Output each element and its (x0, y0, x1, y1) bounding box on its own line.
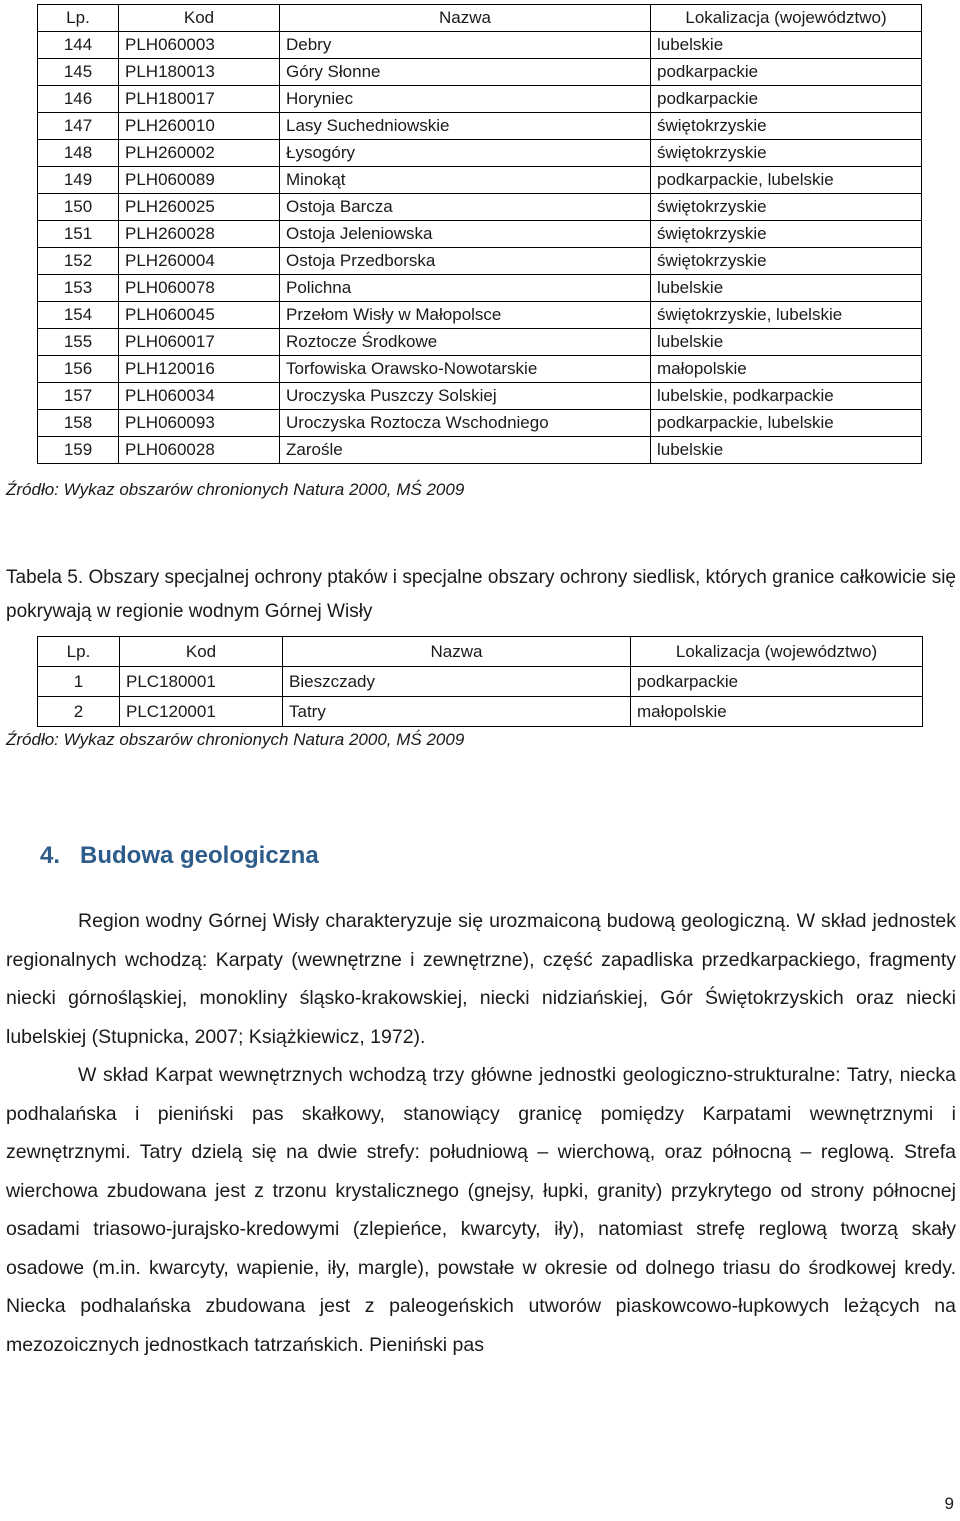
header-lp: Lp. (38, 637, 120, 667)
cell-nazwa: Uroczyska Puszczy Solskiej (280, 383, 651, 410)
cell-nazwa: Ostoja Przedborska (280, 248, 651, 275)
cell-lokalizacja: podkarpackie (651, 86, 922, 113)
cell-lokalizacja: podkarpackie, lubelskie (651, 167, 922, 194)
header-lokalizacja: Lokalizacja (województwo) (651, 5, 922, 32)
cell-lp: 157 (38, 383, 119, 410)
table-row (38, 697, 923, 727)
cell-nazwa: Torfowiska Orawsko-Nowotarskie (280, 356, 651, 383)
header-kod: Kod (119, 5, 280, 32)
cell-kod: PLH260002 (119, 140, 280, 167)
cell-lokalizacja: lubelskie (651, 275, 922, 302)
natura-table-1 (37, 4, 922, 464)
cell-lokalizacja: małopolskie (631, 697, 923, 727)
table-row (38, 356, 922, 383)
table-row (38, 194, 922, 221)
header-lokalizacja: Lokalizacja (województwo) (631, 637, 923, 667)
cell-lp: 150 (38, 194, 119, 221)
table-row (38, 383, 922, 410)
cell-kod: PLH060045 (119, 302, 280, 329)
cell-lokalizacja: świętokrzyskie (651, 194, 922, 221)
cell-nazwa: Roztocze Środkowe (280, 329, 651, 356)
cell-lp: 151 (38, 221, 119, 248)
cell-lokalizacja: lubelskie (651, 32, 922, 59)
header-nazwa: Nazwa (280, 5, 651, 32)
cell-kod: PLH060089 (119, 167, 280, 194)
paragraph: W skład Karpat wewnętrznych wchodzą trzy główne jednostki geologiczno-strukturalne: Tatry, niecka podhalańska i pieniński pas skałkowy, stanowiący granicę pomiędzy Karpatami wewnętrznymi i zewnętrznymi. Tatry dzielą się na dwie strefy: południową – wierchową, oraz północną – reglową. Strefa wierchowa zbudowana jest z trzonu krystalicznego (gnejsy, łupki, granity) przykrytego od strony północnej osadami triasowo-jurajsko-kredowymi (zlepieńce, kwarcyty, iły), natomiast strefę reglową tworzą skały osadowe (m.in. kwarcyty, wapienie, iły, margle), powstałe w okresie od dolnego triasu do środkowej kredy. Niecka podhalańska zbudowana jest z paleogeńskich utworów piaskowcowo-łupkowych leżących na mezozoicznych jednostkach tatrzańskich. Pieniński pas (6, 1064, 956, 1356)
cell-kod: PLH060003 (119, 32, 280, 59)
header-lp: Lp. (38, 5, 119, 32)
table-row (38, 221, 922, 248)
cell-nazwa: Polichna (280, 275, 651, 302)
cell-kod: PLH260028 (119, 221, 280, 248)
cell-nazwa: Minokąt (280, 167, 651, 194)
cell-lp: 144 (38, 32, 119, 59)
cell-nazwa: Zarośle (280, 437, 651, 464)
cell-lokalizacja: małopolskie (651, 356, 922, 383)
cell-lp: 145 (38, 59, 119, 86)
cell-lokalizacja: świętokrzyskie (651, 248, 922, 275)
table-row (38, 86, 922, 113)
cell-nazwa: Przełom Wisły w Małopolsce (280, 302, 651, 329)
cell-kod: PLH260025 (119, 194, 280, 221)
table-row (38, 248, 922, 275)
cell-kod: PLH060078 (119, 275, 280, 302)
cell-nazwa: Lasy Suchedniowskie (280, 113, 651, 140)
cell-nazwa: Łysogóry (280, 140, 651, 167)
cell-nazwa: Tatry (283, 697, 631, 727)
section-number: 4. (40, 842, 61, 869)
cell-nazwa: Bieszczady (283, 667, 631, 697)
table-row (38, 32, 922, 59)
table-row (38, 167, 922, 194)
cell-lp: 149 (38, 167, 119, 194)
cell-lp: 1 (38, 667, 120, 697)
table2-source: Źródło: Wykaz obszarów chronionych Natura 2000, MŚ 2009 (6, 730, 465, 749)
cell-lp: 2 (38, 697, 120, 727)
cell-kod: PLC120001 (120, 697, 283, 727)
cell-nazwa: Uroczyska Roztocza Wschodniego (280, 410, 651, 437)
table-row (38, 437, 922, 464)
cell-nazwa: Horyniec (280, 86, 651, 113)
cell-lp: 155 (38, 329, 119, 356)
cell-kod: PLH260004 (119, 248, 280, 275)
cell-lp: 146 (38, 86, 119, 113)
natura-table-2 (37, 636, 923, 727)
header-kod: Kod (120, 637, 283, 667)
cell-kod: PLH060034 (119, 383, 280, 410)
page-number: 9 (944, 1494, 954, 1513)
paragraph: Region wodny Górnej Wisły charakteryzuje się urozmaiconą budową geologiczną. W skład jednostek regionalnych wchodzą: Karpaty (wewnętrzne i zewnętrzne), część zapadliska przedkarpackiego, fragmenty niecki górnośląskiej, monokliny śląsko-krakowskiej, niecki nidziańskiej, Gór Świętokrzyskich oraz niecki lubelskiej (Stupnicka, 2007; Książkiewicz, 1972). (6, 910, 956, 1048)
table1-source: Źródło: Wykaz obszarów chronionych Natura 2000, MŚ 2009 (6, 480, 465, 499)
table-row (38, 140, 922, 167)
cell-nazwa: Ostoja Jeleniowska (280, 221, 651, 248)
cell-lp: 148 (38, 140, 119, 167)
table-header-row (38, 637, 923, 667)
cell-lp: 158 (38, 410, 119, 437)
table-header-row (38, 5, 922, 32)
cell-lokalizacja: lubelskie (651, 437, 922, 464)
cell-lp: 152 (38, 248, 119, 275)
cell-lokalizacja: lubelskie (651, 329, 922, 356)
section-body (6, 902, 956, 1364)
cell-lokalizacja: podkarpackie, lubelskie (651, 410, 922, 437)
cell-lp: 159 (38, 437, 119, 464)
cell-lokalizacja: podkarpackie (631, 667, 923, 697)
cell-lokalizacja: świętokrzyskie (651, 221, 922, 248)
section-heading (40, 842, 319, 870)
table-row (38, 59, 922, 86)
section-title: Budowa geologiczna (80, 842, 319, 869)
header-nazwa: Nazwa (283, 637, 631, 667)
cell-lokalizacja: podkarpackie (651, 59, 922, 86)
cell-kod: PLH180017 (119, 86, 280, 113)
table-row (38, 329, 922, 356)
cell-kod: PLH180013 (119, 59, 280, 86)
cell-nazwa: Debry (280, 32, 651, 59)
table2-caption: Tabela 5. Obszary specjalnej ochrony ptaków i specjalne obszary ochrony siedlisk, których granice całkowicie się pokrywają w regionie wodnym Górnej Wisły (6, 567, 956, 622)
table-row (38, 113, 922, 140)
table-row (38, 410, 922, 437)
table-row (38, 667, 923, 697)
cell-lp: 147 (38, 113, 119, 140)
cell-kod: PLH060017 (119, 329, 280, 356)
cell-kod: PLH060093 (119, 410, 280, 437)
cell-kod: PLH120016 (119, 356, 280, 383)
cell-lp: 154 (38, 302, 119, 329)
cell-kod: PLH060028 (119, 437, 280, 464)
cell-nazwa: Góry Słonne (280, 59, 651, 86)
cell-lokalizacja: świętokrzyskie, lubelskie (651, 302, 922, 329)
cell-lp: 156 (38, 356, 119, 383)
cell-nazwa: Ostoja Barcza (280, 194, 651, 221)
cell-kod: PLH260010 (119, 113, 280, 140)
cell-kod: PLC180001 (120, 667, 283, 697)
cell-lokalizacja: świętokrzyskie (651, 113, 922, 140)
table-row (38, 275, 922, 302)
cell-lokalizacja: świętokrzyskie (651, 140, 922, 167)
cell-lokalizacja: lubelskie, podkarpackie (651, 383, 922, 410)
cell-lp: 153 (38, 275, 119, 302)
table-row (38, 302, 922, 329)
